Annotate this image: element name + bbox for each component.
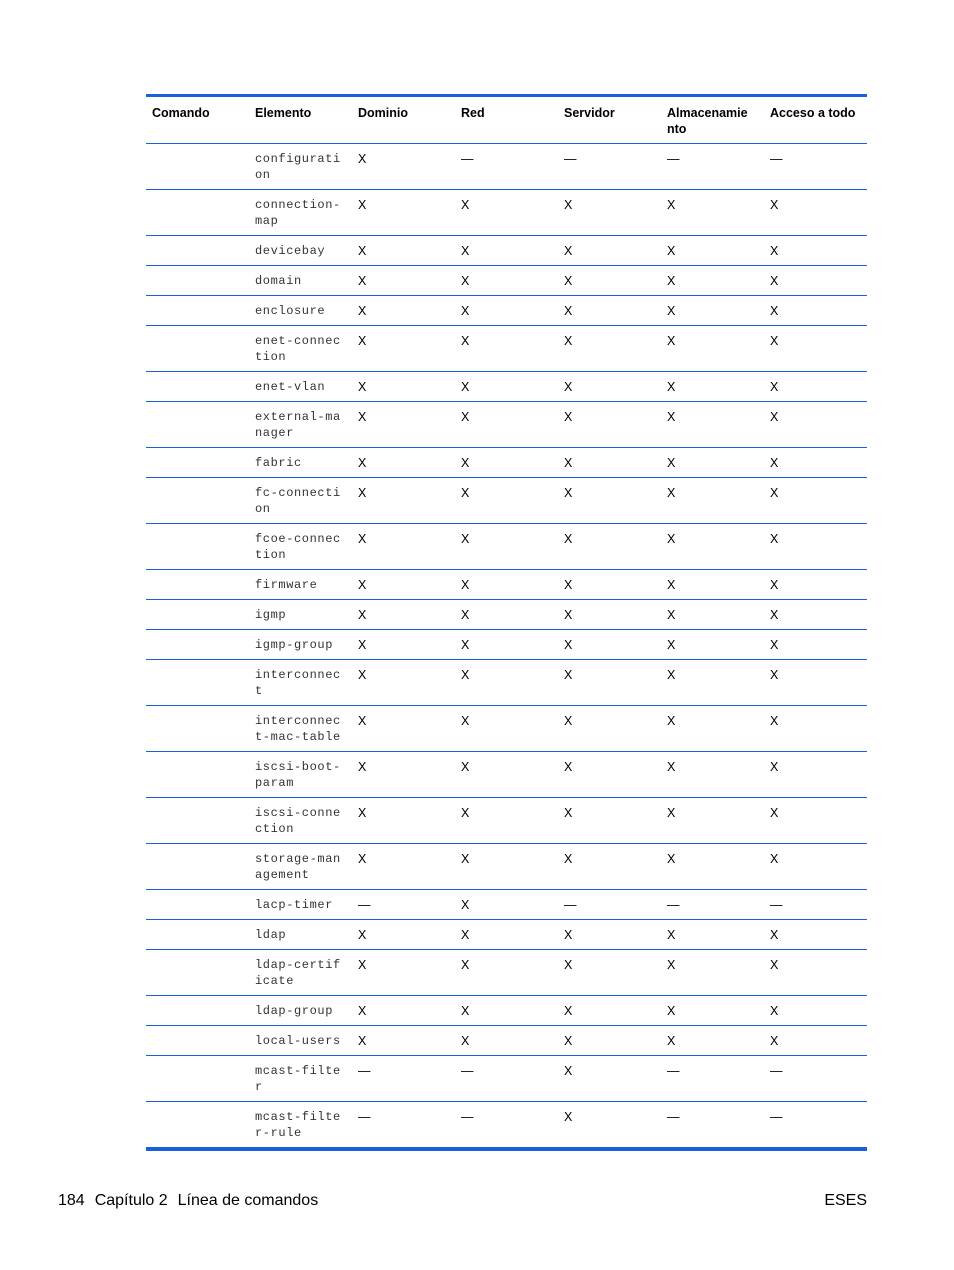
cell-permission: X: [461, 760, 470, 774]
footer-left: [58, 1192, 328, 1210]
cell-comando: [146, 996, 249, 1025]
cell-permission: X: [564, 410, 573, 424]
cell-permission: X: [358, 456, 367, 470]
cell-comando: [146, 372, 249, 401]
cell-comando: [146, 890, 249, 919]
cell-permission: X: [358, 638, 367, 652]
cell-permission: X: [667, 714, 676, 728]
cell-elemento: storage-management: [255, 852, 341, 882]
cell-permission: X: [770, 852, 779, 866]
cell-permission: X: [461, 1034, 470, 1048]
table-row: [146, 524, 867, 570]
cell-permission: X: [667, 638, 676, 652]
cell-permission: X: [358, 928, 367, 942]
cell-comando: [146, 660, 249, 705]
cell-permission: X: [770, 410, 779, 424]
table-body: [146, 144, 867, 1148]
cell-permission: X: [358, 486, 367, 500]
cell-permission: X: [461, 380, 470, 394]
cell-permission: X: [564, 486, 573, 500]
table-row: [146, 190, 867, 236]
cell-permission: X: [461, 410, 470, 424]
cell-permission: X: [770, 608, 779, 622]
header-comando: Comando: [152, 106, 210, 120]
cell-comando: [146, 296, 249, 325]
cell-permission: X: [770, 806, 779, 820]
table-row: [146, 600, 867, 630]
cell-elemento: external-manager: [255, 410, 341, 440]
cell-permission: X: [770, 928, 779, 942]
cell-elemento: mcast-filter-rule: [255, 1110, 341, 1140]
cell-permission: X: [564, 198, 573, 212]
cell-elemento: local-users: [255, 1034, 341, 1048]
cell-permission: X: [461, 958, 470, 972]
cell-permission: X: [358, 1034, 367, 1048]
cell-elemento: igmp-group: [255, 638, 334, 652]
cell-permission: X: [358, 304, 367, 318]
cell-permission: —: [770, 1064, 783, 1078]
cell-permission: —: [461, 1110, 474, 1124]
cell-comando: [146, 266, 249, 295]
cell-comando: [146, 920, 249, 949]
table-row: [146, 920, 867, 950]
cell-elemento: enet-connection: [255, 334, 341, 364]
cell-permission: —: [461, 1064, 474, 1078]
cell-permission: X: [770, 578, 779, 592]
cell-permission: X: [564, 928, 573, 942]
cell-permission: —: [770, 1110, 783, 1124]
cell-elemento: fcoe-connection: [255, 532, 341, 562]
cell-comando: [146, 236, 249, 265]
cell-permission: X: [667, 380, 676, 394]
cell-permission: X: [461, 668, 470, 682]
chapter-label: Capítulo 2: [94, 1192, 168, 1209]
cell-permission: X: [770, 198, 779, 212]
table-header-row: [146, 97, 867, 144]
cell-permission: X: [358, 608, 367, 622]
cell-permission: X: [770, 380, 779, 394]
cell-permission: X: [770, 668, 779, 682]
cell-permission: X: [564, 760, 573, 774]
cell-elemento: ldap-certificate: [255, 958, 341, 988]
cell-permission: X: [770, 274, 779, 288]
cell-permission: X: [358, 532, 367, 546]
table-row: [146, 798, 867, 844]
cell-permission: —: [358, 898, 371, 912]
cell-permission: X: [461, 244, 470, 258]
page-footer: [58, 1192, 867, 1210]
cell-permission: —: [564, 898, 577, 912]
cell-permission: X: [667, 1034, 676, 1048]
header-elemento: Elemento: [255, 106, 312, 120]
cell-comando: [146, 570, 249, 599]
cell-comando: [146, 326, 249, 371]
table-row: [146, 402, 867, 448]
cell-elemento: ldap: [255, 928, 287, 942]
cell-permission: X: [564, 380, 573, 394]
table-row: [146, 1026, 867, 1056]
cell-permission: X: [770, 714, 779, 728]
cell-elemento: firmware: [255, 578, 318, 592]
table-row: [146, 296, 867, 326]
footer-right-code: ESES: [824, 1192, 867, 1209]
table-row: [146, 372, 867, 402]
cell-permission: —: [770, 898, 783, 912]
table-row: [146, 326, 867, 372]
table-row: [146, 706, 867, 752]
table-bottom-rule: [146, 1148, 867, 1151]
cell-permission: X: [667, 410, 676, 424]
cell-permission: X: [461, 578, 470, 592]
cell-comando: [146, 630, 249, 659]
cell-permission: X: [667, 456, 676, 470]
cell-permission: X: [358, 198, 367, 212]
cell-permission: —: [461, 152, 474, 166]
cell-permission: X: [564, 668, 573, 682]
table-row: [146, 890, 867, 920]
cell-permission: X: [667, 760, 676, 774]
cell-permission: X: [358, 152, 367, 166]
cell-permission: X: [461, 928, 470, 942]
cell-permission: X: [461, 638, 470, 652]
cell-permission: X: [358, 334, 367, 348]
cell-permission: X: [564, 1004, 573, 1018]
cell-comando: [146, 448, 249, 477]
cell-permission: X: [461, 486, 470, 500]
cell-permission: X: [358, 852, 367, 866]
cell-permission: X: [461, 334, 470, 348]
cell-elemento: connection-map: [255, 198, 341, 228]
cell-permission: X: [770, 638, 779, 652]
command-permissions-table: [146, 94, 867, 1151]
cell-permission: X: [770, 244, 779, 258]
table-row: [146, 1102, 867, 1148]
cell-permission: X: [667, 334, 676, 348]
table-row: [146, 266, 867, 296]
page-number: 184: [58, 1192, 85, 1209]
cell-comando: [146, 1026, 249, 1055]
cell-permission: X: [564, 958, 573, 972]
table-row: [146, 996, 867, 1026]
cell-permission: X: [564, 578, 573, 592]
table-row: [146, 844, 867, 890]
cell-permission: X: [564, 532, 573, 546]
cell-permission: X: [461, 898, 470, 912]
cell-permission: X: [770, 1034, 779, 1048]
cell-elemento: domain: [255, 274, 302, 288]
cell-permission: X: [564, 608, 573, 622]
cell-permission: —: [358, 1110, 371, 1124]
cell-permission: X: [770, 456, 779, 470]
cell-permission: —: [770, 152, 783, 166]
cell-permission: X: [667, 304, 676, 318]
cell-permission: X: [564, 1034, 573, 1048]
cell-permission: X: [564, 334, 573, 348]
cell-permission: X: [358, 714, 367, 728]
cell-permission: —: [667, 152, 680, 166]
cell-elemento: iscsi-connection: [255, 806, 341, 836]
cell-permission: —: [358, 1064, 371, 1078]
cell-permission: X: [770, 760, 779, 774]
cell-permission: X: [667, 274, 676, 288]
cell-elemento: configuration: [255, 152, 341, 182]
cell-comando: [146, 950, 249, 995]
cell-comando: [146, 706, 249, 751]
table-row: [146, 448, 867, 478]
cell-elemento: iscsi-boot-param: [255, 760, 341, 790]
table-row: [146, 570, 867, 600]
chapter-title: Línea de comandos: [177, 1192, 319, 1209]
cell-elemento: interconnect: [255, 668, 341, 698]
header-red: Red: [461, 106, 485, 120]
table-row: [146, 950, 867, 996]
cell-permission: X: [770, 1004, 779, 1018]
cell-permission: X: [461, 714, 470, 728]
header-acceso-a-todo: Acceso a todo: [770, 106, 856, 120]
cell-permission: X: [358, 578, 367, 592]
cell-comando: [146, 478, 249, 523]
cell-permission: —: [667, 898, 680, 912]
cell-permission: X: [358, 274, 367, 288]
cell-comando: [146, 752, 249, 797]
cell-permission: X: [667, 668, 676, 682]
cell-permission: X: [667, 806, 676, 820]
cell-permission: X: [564, 274, 573, 288]
cell-permission: —: [667, 1110, 680, 1124]
cell-elemento: mcast-filter: [255, 1064, 341, 1094]
cell-permission: X: [770, 486, 779, 500]
cell-elemento: devicebay: [255, 244, 326, 258]
cell-elemento: ldap-group: [255, 1004, 334, 1018]
cell-permission: X: [461, 806, 470, 820]
table-row: [146, 478, 867, 524]
cell-permission: X: [770, 334, 779, 348]
cell-elemento: interconnect-mac-table: [255, 714, 341, 744]
cell-permission: X: [564, 1064, 573, 1078]
cell-comando: [146, 144, 249, 189]
cell-permission: X: [564, 1110, 573, 1124]
cell-permission: —: [667, 1064, 680, 1078]
cell-permission: X: [358, 806, 367, 820]
cell-permission: X: [461, 198, 470, 212]
cell-comando: [146, 844, 249, 889]
cell-permission: X: [667, 578, 676, 592]
header-servidor: Servidor: [564, 106, 615, 120]
cell-permission: X: [358, 668, 367, 682]
cell-elemento: lacp-timer: [255, 898, 334, 912]
cell-permission: X: [564, 456, 573, 470]
cell-comando: [146, 524, 249, 569]
table-row: [146, 660, 867, 706]
cell-permission: X: [358, 244, 367, 258]
cell-permission: X: [564, 852, 573, 866]
cell-permission: —: [564, 152, 577, 166]
cell-permission: X: [461, 852, 470, 866]
cell-permission: X: [461, 456, 470, 470]
cell-permission: X: [564, 806, 573, 820]
table-row: [146, 752, 867, 798]
table-row: [146, 144, 867, 190]
cell-permission: X: [667, 928, 676, 942]
table-row: [146, 1056, 867, 1102]
cell-permission: X: [770, 304, 779, 318]
table-row: [146, 630, 867, 660]
cell-elemento: enclosure: [255, 304, 326, 318]
cell-permission: X: [770, 532, 779, 546]
cell-permission: X: [461, 1004, 470, 1018]
cell-permission: X: [667, 532, 676, 546]
cell-permission: X: [770, 958, 779, 972]
cell-elemento: fc-connection: [255, 486, 341, 516]
cell-permission: X: [667, 486, 676, 500]
cell-permission: X: [358, 1004, 367, 1018]
header-dominio: Dominio: [358, 106, 408, 120]
cell-comando: [146, 402, 249, 447]
cell-permission: X: [461, 608, 470, 622]
cell-permission: X: [667, 852, 676, 866]
cell-permission: X: [358, 958, 367, 972]
cell-elemento: fabric: [255, 456, 302, 470]
cell-comando: [146, 798, 249, 843]
cell-permission: X: [564, 638, 573, 652]
cell-permission: X: [461, 304, 470, 318]
cell-permission: X: [667, 1004, 676, 1018]
cell-elemento: igmp: [255, 608, 287, 622]
cell-elemento: enet-vlan: [255, 380, 326, 394]
cell-permission: X: [461, 532, 470, 546]
cell-comando: [146, 190, 249, 235]
cell-permission: X: [564, 714, 573, 728]
cell-permission: X: [667, 198, 676, 212]
cell-permission: X: [667, 958, 676, 972]
cell-permission: X: [358, 760, 367, 774]
cell-permission: X: [667, 244, 676, 258]
cell-permission: X: [667, 608, 676, 622]
cell-permission: X: [564, 244, 573, 258]
cell-comando: [146, 1056, 249, 1101]
cell-permission: X: [461, 274, 470, 288]
cell-comando: [146, 600, 249, 629]
table-row: [146, 236, 867, 266]
cell-permission: X: [358, 410, 367, 424]
cell-permission: X: [358, 380, 367, 394]
cell-comando: [146, 1102, 249, 1147]
cell-permission: X: [564, 304, 573, 318]
header-almacenamiento: Almacenamie nto: [667, 106, 748, 136]
